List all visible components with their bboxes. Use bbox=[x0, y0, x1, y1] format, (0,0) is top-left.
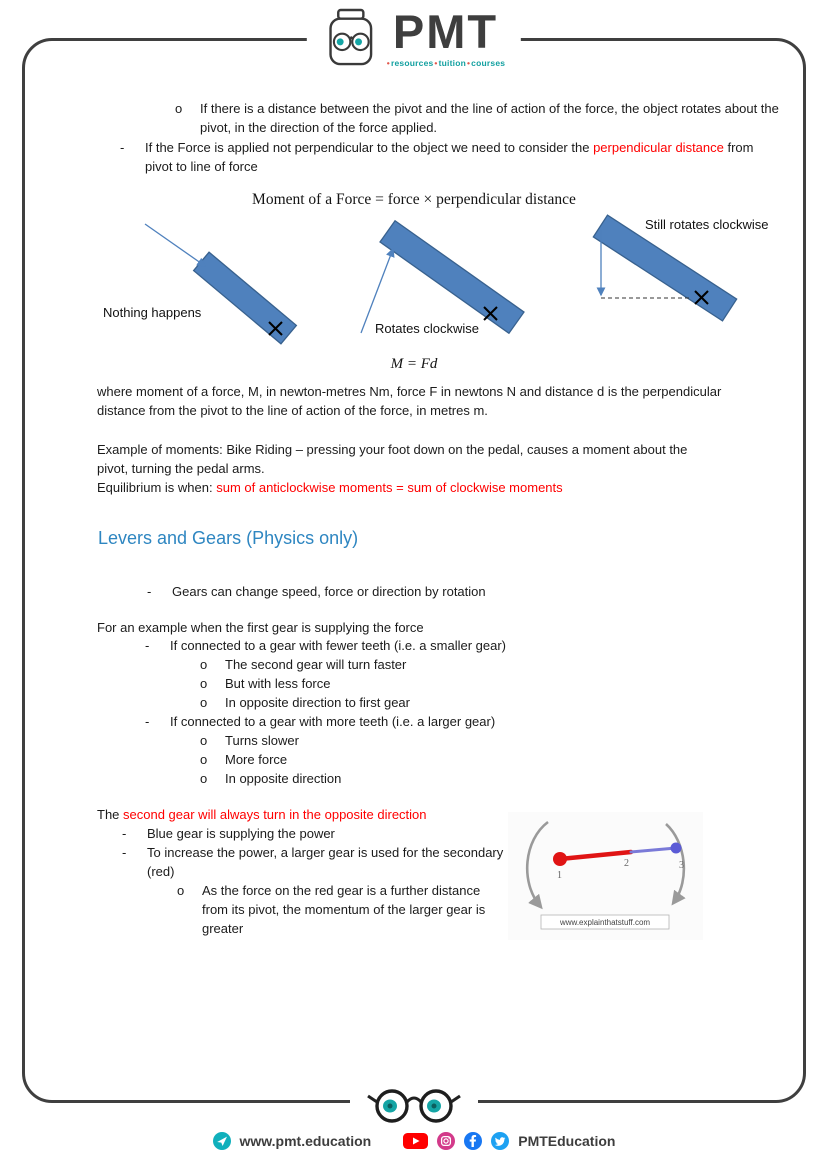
page-border-frame bbox=[22, 38, 806, 1103]
footer-bar bbox=[0, 1132, 828, 1150]
list-item-text: In opposite direction bbox=[225, 771, 342, 786]
list-item-text: Blue gear is supplying the power bbox=[147, 826, 335, 841]
example-paragraph: Example of moments: Bike Riding – pressing your foot down on the pedal, causes a moment about the pivot, turning the pedal arms. bbox=[97, 442, 688, 476]
website-icon[interactable] bbox=[213, 1132, 231, 1150]
list-item-text: In opposite direction to first gear bbox=[225, 695, 410, 710]
list-item-text: If there is a distance between the pivot and the line of action of the force, the object rotates about the pivot, in the direction of the force applied. bbox=[200, 101, 779, 135]
second-gear-line: The second gear will always turn in the opposite direction bbox=[97, 807, 427, 822]
diagram-label-right: Still rotates clockwise bbox=[645, 217, 769, 232]
red-highlight: perpendicular distance bbox=[593, 140, 724, 155]
point-label: 1 bbox=[557, 870, 562, 881]
section-heading: Levers and Gears (Physics only) bbox=[98, 528, 359, 548]
point-label: 3 bbox=[679, 860, 684, 871]
list-item-text: But with less force bbox=[225, 676, 331, 691]
bullet-marker: - bbox=[122, 826, 127, 841]
mfd-formula: M = Fd bbox=[390, 356, 438, 372]
bullet-marker: - bbox=[120, 140, 125, 155]
point-label: 2 bbox=[624, 858, 629, 869]
equilibrium-line: Equilibrium is when: sum of anticlockwise moments = sum of clockwise moments bbox=[97, 480, 563, 495]
tagline-word: • resources bbox=[386, 58, 434, 68]
list-item-text: More force bbox=[225, 752, 288, 767]
list-item-text: If the Force is applied not perpendicular to the object we need to consider the perpendicular distance from pivot to line of force bbox=[145, 140, 754, 174]
footer-glasses bbox=[350, 1080, 478, 1135]
brand-text: PMT bbox=[392, 5, 499, 58]
bullet-marker: - bbox=[122, 845, 127, 860]
bullet-marker: o bbox=[200, 733, 208, 748]
list-item-text: If connected to a gear with more teeth (i.e. a larger gear) bbox=[170, 714, 496, 729]
bullet-marker: - bbox=[147, 584, 152, 599]
bullet-marker: o bbox=[200, 657, 208, 672]
brand-tagline bbox=[386, 58, 505, 68]
tagline-word: • courses bbox=[466, 58, 505, 68]
bullet-marker: - bbox=[145, 638, 150, 653]
bullet-marker: o bbox=[175, 101, 183, 116]
instagram-icon[interactable] bbox=[437, 1132, 455, 1150]
footer-website-link[interactable]: www.pmt.education bbox=[239, 1133, 372, 1149]
youtube-icon[interactable] bbox=[403, 1132, 428, 1150]
bullet-marker: o bbox=[200, 695, 208, 710]
twitter-icon[interactable] bbox=[491, 1132, 509, 1150]
image-caption: www.explainthatstuff.com bbox=[559, 918, 651, 927]
bullet-marker: o bbox=[200, 676, 208, 691]
bullet-marker: o bbox=[200, 771, 208, 786]
diagram-label-middle: Rotates clockwise bbox=[375, 321, 480, 336]
facebook-icon[interactable] bbox=[464, 1132, 482, 1150]
pmt-logo bbox=[307, 5, 521, 69]
gears-intro-line: For an example when the first gear is supplying the force bbox=[97, 620, 424, 635]
diagram-label-left: Nothing happens bbox=[103, 305, 202, 320]
list-item-text: The second gear will turn faster bbox=[225, 657, 407, 672]
bullet-marker: o bbox=[177, 883, 185, 898]
pmt-jar-icon bbox=[323, 7, 379, 69]
red-highlight: sum of anticlockwise moments = sum of clockwise moments bbox=[216, 480, 563, 495]
list-item-text: Gears can change speed, force or direction by rotation bbox=[172, 584, 486, 599]
footer-social-handle: PMTEducation bbox=[518, 1133, 616, 1149]
list-item-text: To increase the power, a larger gear is used for the secondary (red) bbox=[147, 845, 504, 879]
list-item-text: If connected to a gear with fewer teeth (i.e. a smaller gear) bbox=[170, 638, 507, 653]
tagline-word: • tuition bbox=[433, 58, 466, 68]
definition-paragraph: where moment of a force, M, in newton-metres Nm, force F in newtons N and distance d is the perpendicular distance from the pivot to the line of action of the force, in metres m. bbox=[97, 384, 722, 418]
bullet-marker: - bbox=[145, 714, 150, 729]
list-item-text: Turns slower bbox=[225, 733, 299, 748]
pmt-glasses-icon bbox=[364, 1082, 464, 1128]
moment-formula: Moment of a Force = force × perpendicular distance bbox=[252, 191, 576, 208]
bullet-marker: o bbox=[200, 752, 208, 767]
red-highlight: second gear will always turn in the opposite direction bbox=[123, 807, 427, 822]
list-item-text: As the force on the red gear is a further distance from its pivot, the momentum of the larger gear is greater bbox=[202, 883, 486, 936]
